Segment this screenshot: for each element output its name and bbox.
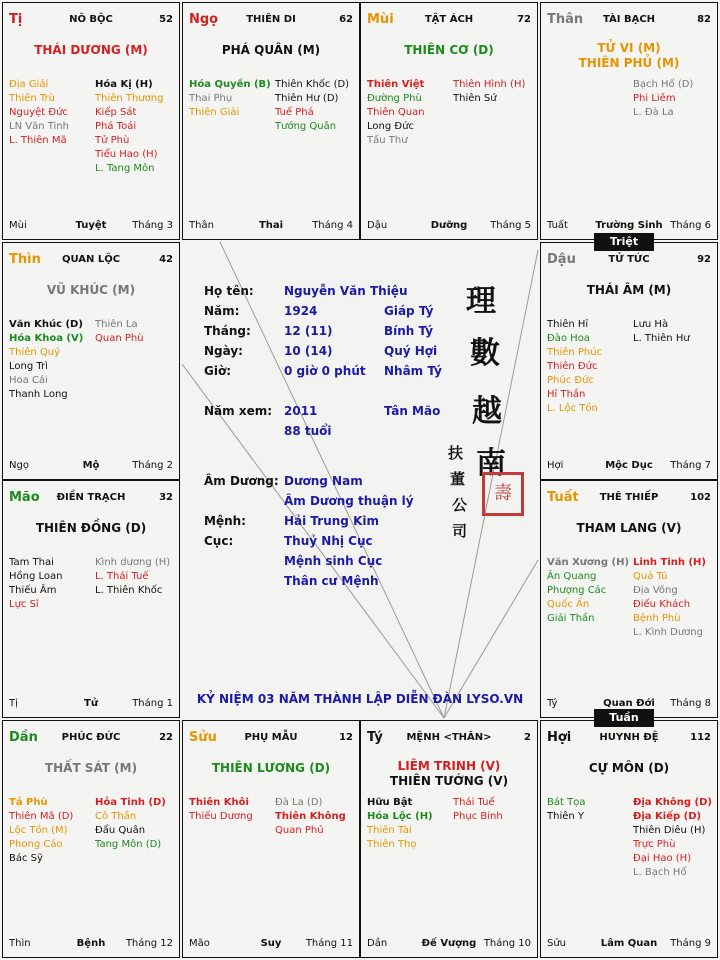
minor-stars-right: [633, 796, 712, 880]
minor-star: Tam Thai: [9, 557, 54, 568]
main-star: LIÊM TRINH (V): [397, 759, 501, 773]
palace-small-branch: Dần: [367, 938, 388, 949]
triet-tag: Triệt: [594, 233, 654, 251]
minor-star: Thiên Giải: [189, 107, 240, 118]
main-star: TỬ VI (M): [597, 41, 661, 55]
palace-number: 92: [697, 254, 711, 265]
calligraphy-small-char: 公: [452, 496, 468, 514]
palace-branch: Thân: [547, 12, 584, 27]
minor-star: Thiên Việt: [367, 79, 425, 90]
palace-month: Tháng 2: [132, 460, 173, 471]
palace-name: QUAN LỘC: [61, 254, 121, 265]
minor-star: Hóa Kị (H): [95, 79, 153, 90]
minor-stars-left: [547, 318, 602, 416]
minor-star: Phá Toái: [95, 121, 137, 132]
palace-cell: [540, 480, 718, 718]
main-star: THIÊN ĐỒNG (D): [35, 521, 147, 535]
palace-number: 62: [339, 14, 353, 25]
palace-number: 2: [524, 732, 531, 743]
palace-small-branch: Hợi: [547, 460, 564, 471]
palace-life-stage: Lâm Quan: [600, 938, 658, 949]
minor-star: L. Tang Môn: [95, 163, 155, 174]
minor-star: Đào Hoa: [547, 333, 590, 344]
minor-star: Trực Phù: [633, 839, 676, 850]
minor-star: Thiên Sứ: [453, 93, 497, 104]
minor-star: Thiếu Dương: [189, 811, 253, 822]
info-label: Giờ:: [204, 364, 232, 378]
palace-small-branch: Ngọ: [9, 460, 29, 471]
palace-cell: [360, 720, 538, 958]
minor-star: Cô Thần: [95, 811, 137, 822]
minor-star: Thiên Đức: [547, 361, 598, 372]
minor-star: L. Thiên Hư: [633, 333, 690, 344]
palace-branch: Thìn: [9, 252, 41, 267]
info-value: Dương Nam: [284, 474, 363, 488]
tuan-tag: Tuần: [594, 709, 654, 727]
main-star: VŨ KHÚC (M): [46, 283, 136, 297]
calligraphy-small-char: 司: [452, 522, 468, 540]
minor-star: Thiên Khôi: [189, 797, 249, 808]
main-star: THÁI DƯƠNG (M): [34, 43, 148, 57]
palace-name: THÊ THIẾP: [599, 492, 659, 503]
minor-star: Lộc Tồn (M): [9, 825, 68, 836]
palace-month: Tháng 12: [125, 938, 173, 949]
palace-cell: [540, 242, 718, 480]
main-star: THIÊN PHỦ (M): [578, 56, 680, 70]
red-seal-stamp: 壽: [482, 472, 524, 516]
minor-star: Quốc Ấn: [547, 599, 590, 610]
minor-stars-right: [633, 78, 693, 120]
palace-branch: Tị: [9, 12, 23, 27]
minor-star: L. Thái Tuế: [95, 571, 149, 582]
minor-star: Địa Võng: [633, 585, 678, 596]
info-value-2: Tân Mão: [384, 404, 441, 418]
palace-branch: Dậu: [547, 252, 576, 267]
minor-star: Thiếu Âm: [9, 585, 57, 596]
palace-name: HUYNH ĐỆ: [599, 732, 659, 743]
minor-star: Phượng Các: [547, 585, 607, 596]
minor-stars-left: [9, 556, 62, 612]
main-star: THẤT SÁT (M): [44, 761, 138, 775]
minor-star: Quan Phù: [95, 333, 144, 344]
minor-star: Lưu Hà: [633, 319, 669, 330]
minor-star: Địa Giải: [9, 79, 49, 90]
palace-number: 22: [159, 732, 173, 743]
palace-life-stage: Mộ: [82, 460, 100, 471]
minor-star: Tử Phù: [95, 135, 130, 146]
minor-star: Phúc Đức: [547, 375, 594, 386]
minor-star: Long Trì: [9, 361, 48, 372]
palace-month: Tháng 3: [132, 220, 173, 231]
minor-star: Hóa Lộc (H): [367, 811, 433, 822]
info-value: Nguyễn Văn Thiệu: [284, 284, 408, 298]
minor-star: Quả Tú: [633, 571, 668, 582]
main-star: THIÊN LƯƠNG (D): [211, 761, 331, 775]
palace-small-branch: Mùi: [9, 220, 27, 231]
minor-star: Thiên Phúc: [547, 347, 603, 358]
palace-name: TẬT ÁCH: [424, 14, 474, 25]
info-value: Mệnh sinh Cục: [284, 554, 383, 568]
palace-month: Tháng 6: [670, 220, 711, 231]
minor-star: Kình dương (H): [95, 557, 171, 568]
info-value-2: Giáp Tý: [384, 304, 434, 318]
palace-number: 72: [517, 14, 531, 25]
info-value: Hải Trung Kim: [284, 514, 379, 528]
minor-stars-left: [367, 796, 433, 852]
minor-star: Thiên Không: [275, 811, 346, 822]
minor-star: Bạch Hổ (D): [633, 79, 694, 90]
main-star: THAM LANG (V): [576, 521, 682, 535]
minor-star: L. Lộc Tồn: [547, 403, 598, 414]
minor-stars-right: [275, 796, 346, 838]
palace-cell: [360, 2, 538, 240]
minor-star: Thiên Diêu (H): [633, 825, 706, 836]
info-value-2: Quý Hợi: [384, 344, 438, 358]
calligraphy-char: 越: [472, 394, 502, 429]
palace-number: 32: [159, 492, 173, 503]
info-value-2: Nhâm Tý: [384, 364, 442, 378]
palace-month: Tháng 8: [670, 698, 711, 709]
palace-number: 52: [159, 14, 173, 25]
minor-star: Địa Không (D): [633, 797, 712, 808]
info-label: Âm Dương:: [204, 474, 279, 488]
minor-star: Thanh Long: [9, 389, 68, 400]
palace-cell: [2, 242, 180, 480]
palace-month: Tháng 11: [305, 938, 353, 949]
palace-cell: [182, 2, 360, 240]
palace-cell: [540, 2, 718, 240]
minor-star: LN Văn Tinh: [9, 121, 69, 132]
palace-number: 112: [690, 732, 711, 743]
palace-life-stage: Quan Đới: [603, 698, 655, 709]
palace-name: TÀI BẠCH: [602, 14, 656, 25]
minor-star: Thiên Mã (D): [9, 811, 74, 822]
info-value: Thân cư Mệnh: [284, 574, 379, 588]
palace-branch: Mùi: [367, 12, 394, 27]
palace-name: TỬ TỨC: [608, 254, 650, 265]
palace-life-stage: Mộc Dục: [605, 460, 653, 471]
palace-number: 102: [690, 492, 711, 503]
minor-star: Kiếp Sát: [95, 107, 137, 118]
minor-star: Tiểu Hao (H): [95, 149, 158, 160]
info-label: Họ tên:: [204, 284, 254, 298]
palace-name: NÔ BỘC: [69, 14, 113, 25]
palace-month: Tháng 10: [483, 938, 531, 949]
minor-stars-left: [547, 796, 585, 824]
minor-stars-left: [9, 78, 69, 148]
minor-star: L. Thiên Khốc: [95, 585, 163, 596]
palace-cell: [182, 720, 360, 958]
minor-star: Long Đức: [367, 121, 414, 132]
minor-stars-left: [189, 78, 271, 120]
info-value: Âm Dương thuận lý: [284, 494, 414, 508]
center-info: [182, 242, 538, 718]
palace-small-branch: Tý: [547, 698, 558, 709]
minor-star: Lực Sĩ: [9, 599, 39, 610]
palace-cell: [2, 480, 180, 718]
minor-star: Hóa Khoa (V): [9, 333, 84, 344]
palace-life-stage: Suy: [260, 938, 282, 949]
palace-name: THIÊN DI: [246, 14, 296, 25]
calligraphy-char: 數: [470, 336, 500, 371]
main-star: THIÊN CƠ (D): [404, 43, 494, 57]
minor-star: Tang Môn (D): [95, 839, 162, 850]
minor-star: Bát Tọa: [547, 797, 586, 808]
calligraphy-char: 南: [476, 446, 506, 481]
palace-small-branch: Thìn: [9, 938, 31, 949]
info-value: 88 tuổi: [284, 424, 332, 438]
palace-small-branch: Sửu: [547, 938, 567, 949]
info-value-2: Bính Tý: [384, 324, 434, 338]
palace-name: PHÚC ĐỨC: [61, 732, 121, 743]
minor-star: Thiên Hư (D): [275, 93, 339, 104]
minor-star: Thiên La: [95, 319, 138, 330]
minor-star: L. Thiên Mã: [9, 135, 67, 146]
calligraphy-small-char: 扶: [448, 444, 464, 462]
minor-star: Hữu Bật: [367, 797, 413, 808]
minor-star: Thiên Hỉ: [547, 319, 589, 330]
palace-life-stage: Tuyệt: [75, 220, 107, 231]
minor-star: L. Đà La: [633, 107, 674, 118]
info-value: 12 (11): [284, 324, 333, 338]
palace-month: Tháng 1: [132, 698, 173, 709]
info-label: Tháng:: [204, 324, 251, 338]
minor-star: Đường Phù: [367, 93, 422, 104]
minor-star: Nguyệt Đức: [9, 107, 68, 118]
palace-branch: Hợi: [547, 730, 572, 745]
minor-stars-right: [95, 556, 170, 598]
minor-stars-right: [95, 78, 163, 176]
minor-star: Tướng Quân: [275, 121, 337, 132]
palace-name: ĐIỀN TRẠCH: [56, 492, 126, 503]
calligraphy-small-char: 董: [450, 470, 466, 488]
minor-stars-left: [9, 318, 83, 402]
minor-stars-right: [453, 796, 503, 824]
palace-small-branch: Mão: [189, 938, 210, 949]
palace-life-stage: Đế Vượng: [421, 938, 477, 949]
palace-small-branch: Thân: [189, 220, 214, 231]
minor-star: Phong Cáo: [9, 839, 63, 850]
minor-star: Tấu Thư: [367, 135, 408, 146]
minor-star: Thiên Thương: [95, 93, 164, 104]
palace-small-branch: Tuất: [547, 220, 568, 231]
minor-stars-left: [189, 796, 253, 824]
minor-star: Thiên Thọ: [367, 839, 417, 850]
palace-branch: Mão: [9, 490, 40, 505]
minor-star: Thiên Y: [547, 811, 585, 822]
minor-star: Thiên Trù: [9, 93, 55, 104]
minor-stars-right: [453, 78, 525, 106]
minor-star: Văn Khúc (D): [9, 319, 83, 330]
palace-number: 42: [159, 254, 173, 265]
palace-branch: Sửu: [189, 730, 217, 745]
minor-star: L. Bạch Hổ: [633, 867, 687, 878]
info-label: Năm:: [204, 304, 240, 318]
minor-star: Đà La (D): [275, 797, 323, 808]
minor-star: Hồng Loan: [9, 571, 63, 582]
minor-star: Tuế Phá: [275, 107, 314, 118]
minor-stars-right: [633, 318, 690, 346]
palace-life-stage: Tử: [84, 698, 98, 709]
main-star: THIÊN TƯỚNG (V): [389, 774, 509, 788]
calligraphy-char: 理: [466, 284, 496, 319]
minor-star: Hóa Quyền (B): [189, 79, 271, 90]
palace-life-stage: Bệnh: [76, 938, 106, 949]
info-label: Mệnh:: [204, 514, 246, 528]
minor-star: Bệnh Phù: [633, 613, 681, 624]
palace-branch: Tý: [367, 730, 383, 745]
minor-star: Địa Kiếp (D): [633, 811, 702, 822]
minor-star: Quan Phủ: [275, 825, 324, 836]
palace-number: 82: [697, 14, 711, 25]
info-value: Thuỷ Nhị Cục: [284, 534, 373, 548]
footer-banner: KỶ NIỆM 03 NĂM THÀNH LẬP DIỄN ĐÀN LYSO.VN: [196, 692, 524, 706]
palace-cell: [2, 720, 180, 958]
palace-life-stage: Dưỡng: [430, 220, 468, 231]
minor-star: Phục Binh: [453, 811, 503, 822]
main-star: THÁI ÂM (M): [586, 283, 672, 297]
minor-stars-right: [95, 796, 166, 852]
palace-month: Tháng 4: [312, 220, 353, 231]
info-value: 2011: [284, 404, 318, 418]
info-label: Năm xem:: [204, 404, 273, 418]
minor-stars-right: [95, 318, 144, 346]
minor-star: Bác Sỹ: [9, 853, 43, 864]
info-value: 10 (14): [284, 344, 333, 358]
minor-star: Ân Quang: [547, 571, 597, 582]
info-value: 1924: [284, 304, 318, 318]
minor-stars-left: [547, 556, 629, 626]
minor-star: Điếu Khách: [633, 599, 691, 610]
palace-life-stage: Thai: [258, 220, 284, 231]
minor-star: Đẩu Quân: [95, 825, 146, 836]
main-star: CỰ MÔN (D): [588, 761, 670, 775]
minor-star: Linh Tinh (H): [633, 557, 706, 568]
minor-star: Hoa Cái: [9, 375, 48, 386]
info-label: Cục:: [204, 534, 234, 548]
minor-stars-right: [633, 556, 706, 640]
minor-star: Thiên Hình (H): [453, 79, 526, 90]
minor-star: Giải Thần: [547, 613, 595, 624]
palace-month: Tháng 5: [490, 220, 531, 231]
info-value: 0 giờ 0 phút: [284, 364, 366, 378]
minor-star: Thai Phụ: [189, 93, 233, 104]
minor-stars-left: [367, 78, 425, 148]
minor-stars-left: [9, 796, 73, 866]
palace-branch: Ngọ: [189, 12, 219, 27]
palace-month: Tháng 9: [670, 938, 711, 949]
palace-branch: Tuất: [547, 490, 579, 505]
minor-star: Văn Xương (H): [547, 557, 630, 568]
minor-star: Đại Hao (H): [633, 853, 692, 864]
palace-branch: Dần: [9, 730, 38, 745]
minor-stars-right: [275, 78, 349, 134]
info-label: Ngày:: [204, 344, 243, 358]
palace-name: MỆNH <THÂN>: [406, 732, 492, 743]
palace-life-stage: Trường Sinh: [595, 220, 663, 231]
minor-star: Hỉ Thần: [547, 389, 586, 400]
minor-star: Thiên Khốc (D): [275, 79, 350, 90]
minor-star: Thái Tuế: [453, 797, 495, 808]
minor-star: Hỏa Tinh (D): [95, 797, 166, 808]
minor-star: Thiên Quý: [9, 347, 61, 358]
palace-small-branch: Tị: [9, 698, 18, 709]
palace-month: Tháng 7: [670, 460, 711, 471]
minor-star: Thiên Tài: [367, 825, 412, 836]
palace-name: PHỤ MẪU: [244, 732, 298, 743]
palace-small-branch: Dậu: [367, 220, 388, 231]
palace-cell: [2, 2, 180, 240]
minor-star: Phi Liêm: [633, 93, 676, 104]
palace-number: 12: [339, 732, 353, 743]
minor-star: L. Kình Dương: [633, 627, 703, 638]
minor-star: Tả Phù: [9, 797, 48, 808]
palace-cell: [540, 720, 718, 958]
minor-star: Thiên Quan: [367, 107, 425, 118]
main-star: PHÁ QUÂN (M): [221, 43, 321, 57]
